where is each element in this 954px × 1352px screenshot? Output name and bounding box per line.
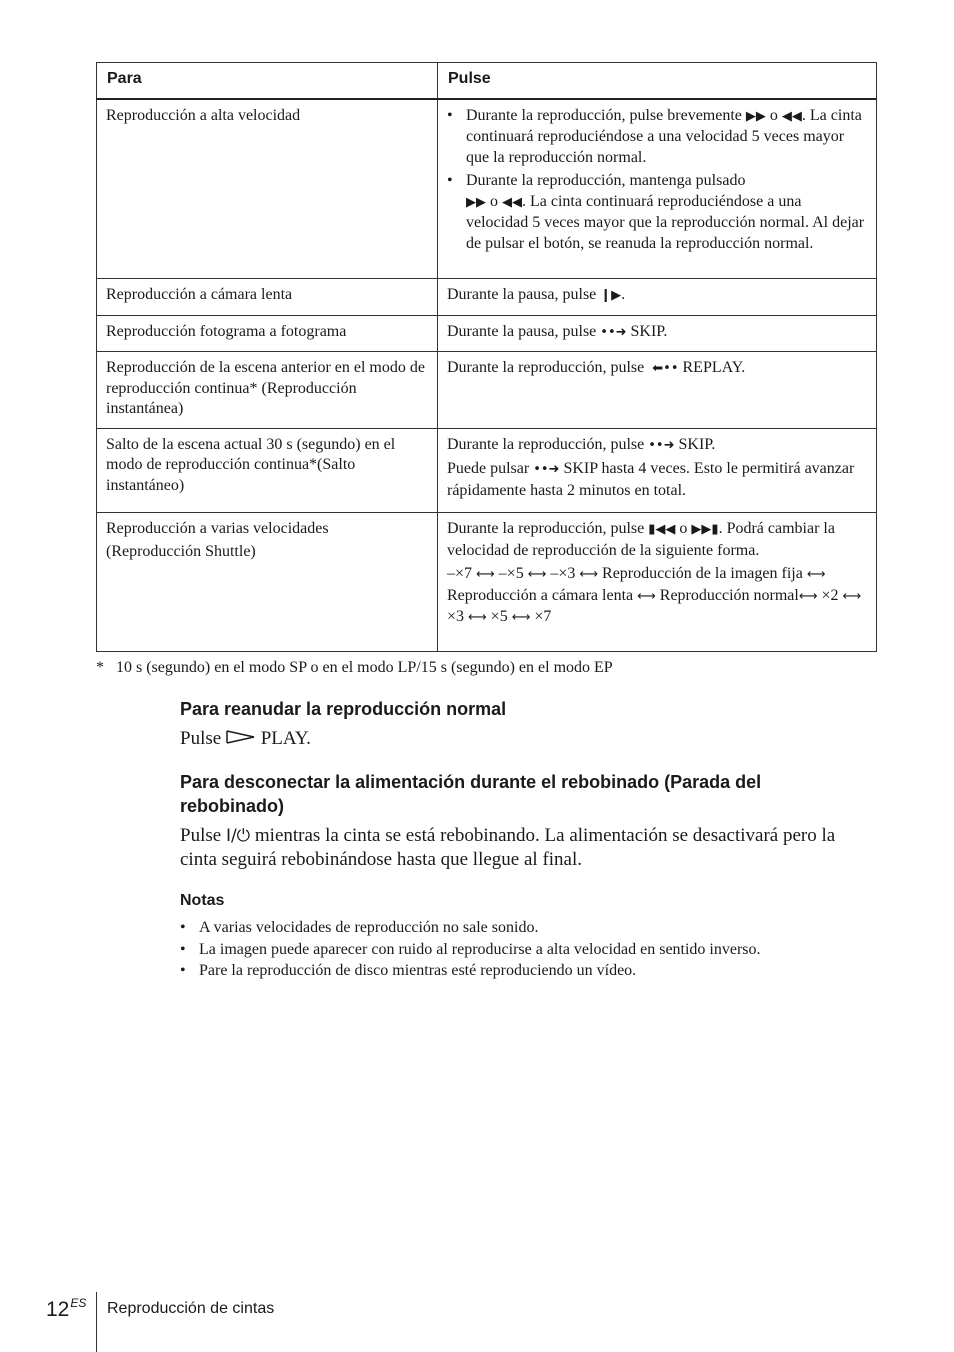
row-label: Reproducción fotograma a fotograma — [97, 315, 438, 352]
list-item: • La imagen puede aparecer con ruido al reproducirse a alta velocidad en sentido inverso. — [180, 939, 761, 961]
double-arrow-icon: ⟷ — [798, 588, 818, 604]
notes-list — [180, 917, 761, 982]
double-arrow-icon: ⟷ — [842, 588, 862, 604]
list-item: • Durante la reproducción, pulse brevemente ▶▶ o ◀◀. La cinta continuará reproduciéndose a una velocidad 5 veces mayor que la reproducción normal. — [466, 106, 867, 169]
section-body: Pulse I/⏻ mientras la cinta se está rebobinando. La alimentación se desactivará pero la cinta seguirá rebobinándose hasta que llegue al final. — [180, 825, 836, 870]
table-row — [97, 279, 877, 316]
slow-play-icon: ❙▶ — [600, 288, 622, 303]
bullet-list — [447, 106, 867, 255]
rewind-icon: ◀◀ — [502, 194, 522, 210]
row-instruction: Durante la pausa, pulse ••➜ SKIP. — [438, 315, 877, 352]
row-label: Reproducción de la escena anterior en el modo de reproducción continua* (Reproducción instantánea) — [97, 352, 438, 429]
double-arrow-icon: ⟷ — [579, 567, 599, 582]
replay-icon: ⬅•• — [652, 361, 679, 376]
double-arrow-icon: ⟷ — [468, 610, 487, 625]
double-arrow-icon: ⟷ — [476, 567, 495, 582]
table-row — [97, 352, 877, 429]
rewind-icon: ◀◀ — [781, 108, 802, 124]
previous-icon: ▮◀◀ — [648, 522, 676, 537]
row-instruction: Durante la reproducción, pulse ⬅•• REPLAY. — [438, 352, 877, 429]
row-instruction: Durante la reproducción, pulse ▮◀◀ o ▶▶▮. Podrá cambiar la velocidad de reproducción de la siguiente forma. –×7 ⟷ –×5 ⟷ –×3 ⟷ Reproducción de la imagen fija ⟷ Reproducción a cámara lenta ⟷ Reproducción normal⟷ ×2 ⟷ ×3 ⟷ ×5 ⟷ ×7 — [438, 513, 877, 652]
row-instruction — [438, 99, 877, 279]
page-number: $12^{ES}$ — [46, 1296, 87, 1321]
footnote-text: 10 s (segundo) en el modo SP o en el modo LP/15 s (segundo) en el modo EP — [116, 659, 613, 676]
fast-forward-icon: ▶▶ — [466, 194, 486, 210]
table-row — [97, 99, 877, 279]
header-para: Para — [97, 63, 438, 99]
double-arrow-icon: ⟷ — [806, 567, 826, 582]
table-row — [97, 428, 877, 513]
list-item: • A varias velocidades de reproducción no sale sonido. — [180, 917, 761, 939]
row-label: Reproducción a varias velocidades (Reproducción Shuttle) — [97, 513, 438, 652]
footnote-mark: * — [96, 659, 104, 676]
row-label: Salto de la escena actual 30 s (segundo) en el modo de reproducción continua*(Salto instantáneo) — [97, 428, 438, 513]
double-arrow-icon: ⟷ — [511, 610, 531, 625]
table-row — [97, 315, 877, 352]
footer-divider — [96, 1292, 97, 1352]
header-pulse: Pulse — [438, 63, 877, 99]
power-icon: I/⏻ — [225, 826, 251, 846]
fast-forward-icon: ▶▶ — [745, 108, 766, 124]
table-row — [97, 513, 877, 652]
double-arrow-icon: ⟷ — [527, 567, 547, 582]
speed-sequence: –×7 ⟷ –×5 ⟷ –×3 ⟷ Reproducción de la imagen fija ⟷ Reproducción a cámara lenta ⟷ Reproducción normal⟷ ×2 ⟷ ×3 ⟷ ×5 ⟷ ×7 — [447, 565, 862, 625]
play-icon — [226, 729, 256, 745]
section-body: Pulse PLAY. — [180, 728, 311, 749]
list-item: • Durante la reproducción, mantenga pulsado ▶▶ o ◀◀. La cinta continuará reproduciéndose a una velocidad 5 veces mayor que la reproducción normal. Al dejar de pulsar el botón, se reanuda la reproducción normal. — [466, 171, 867, 254]
section-name: Reproducción de cintas — [107, 1300, 275, 1317]
row-label: Reproducción a cámara lenta — [97, 279, 438, 316]
footnote — [96, 659, 613, 677]
operations-table — [96, 62, 877, 652]
table-header-row — [97, 63, 877, 99]
row-instruction: Durante la pausa, pulse ❙▶. — [438, 279, 877, 316]
skip-icon: ••➜ — [600, 324, 627, 340]
double-arrow-icon: ⟷ — [637, 588, 656, 604]
next-icon: ▶▶▮ — [691, 522, 719, 537]
section-heading: Para desconectar la alimentación durante el rebobinado (Parada del rebobinado) — [180, 772, 762, 816]
notes-title: Notas — [180, 892, 225, 909]
skip-icon: ••➜ — [533, 462, 560, 477]
language-code: ES — [70, 1296, 87, 1310]
row-label: Reproducción a alta velocidad — [97, 99, 438, 279]
skip-icon: ••➜ — [648, 437, 675, 453]
row-instruction: Durante la reproducción, pulse ••➜ SKIP. Puede pulsar ••➜ SKIP hasta 4 veces. Esto le permitirá avanzar rápidamente hasta 2 minutos en total. — [438, 428, 877, 513]
section-heading: Para reanudar la reproducción normal — [180, 699, 507, 719]
list-item: • Pare la reproducción de disco mientras esté reproduciendo un vídeo. — [180, 960, 761, 982]
